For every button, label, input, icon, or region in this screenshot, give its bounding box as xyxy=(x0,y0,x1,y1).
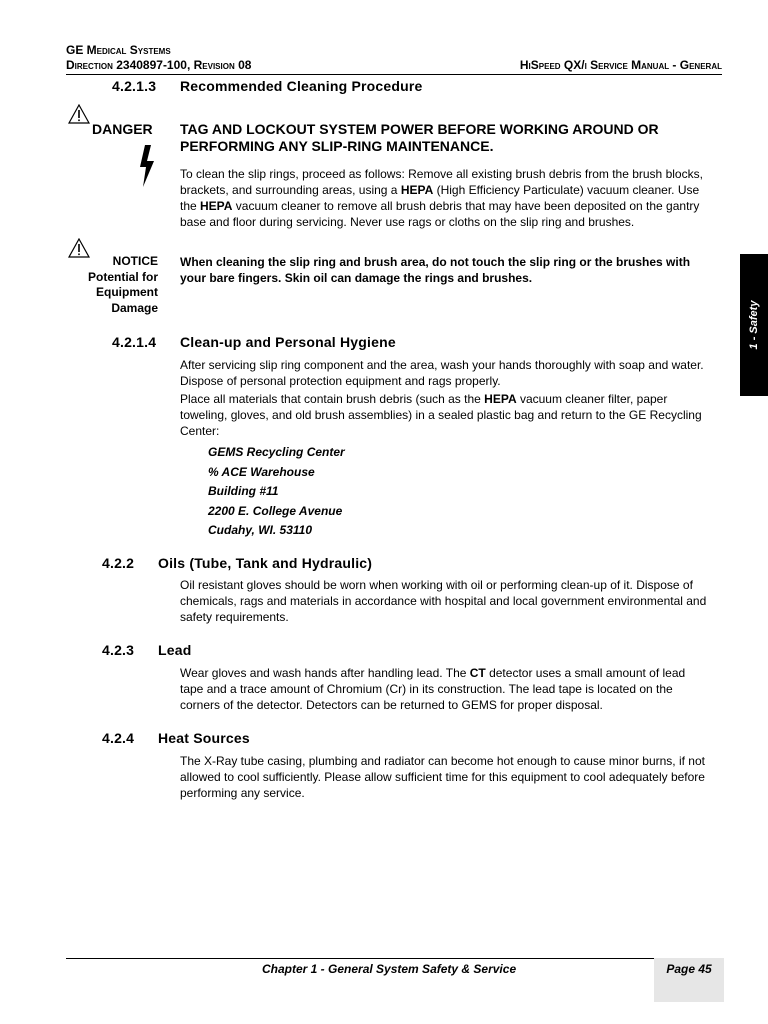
footer-chapter: Chapter 1 - General System Safety & Service xyxy=(262,962,517,976)
oils-line-1: Oil resistant gloves should be worn when working with oil or performing clean-up of it. Dispose of xyxy=(180,578,693,592)
heat-line-1: The X-Ray tube casing, plumbing and radiator can become hot enough to cause minor burns, if not xyxy=(180,754,705,768)
section-title-4213: Recommended Cleaning Procedure xyxy=(180,78,423,94)
address-line-4: 2200 E. College Avenue xyxy=(208,503,343,518)
chapter-side-tab xyxy=(740,254,768,396)
recycling-address xyxy=(208,443,345,541)
hygiene-p2-line-3: Center: xyxy=(180,424,220,438)
oils-paragraph xyxy=(180,577,725,625)
footer-page-number: Page 45 xyxy=(666,962,712,976)
danger-line-3: the HEPA vacuum cleaner to remove all brush debris that may have been deposited on the gantry xyxy=(180,199,700,213)
notice-label xyxy=(60,254,158,316)
manual-title: HiSpeed QX/i Service Manual - General xyxy=(519,58,722,72)
danger-line-4: base and floor during servicing. Never use rags or cloths on the slip ring and brushes. xyxy=(180,215,635,229)
danger-label: DANGER xyxy=(92,121,153,137)
danger-paragraph xyxy=(180,166,725,230)
section-number-422: 4.2.2 xyxy=(102,555,135,571)
address-line-3: Building #11 xyxy=(208,484,279,498)
notice-label-line-4: Damage xyxy=(111,300,158,315)
danger-line-1: To clean the slip rings, proceed as follows: Remove all existing brush debris from the brush blocks, xyxy=(180,167,703,181)
danger-title-line-1: TAG AND LOCKOUT SYSTEM POWER BEFORE WORKING AROUND OR xyxy=(180,121,659,137)
danger-line-2: brackets, and surrounding areas, using a HEPA (High Efficiency Particulate) vacuum cleaner. Use xyxy=(180,183,700,197)
notice-label-line-1: NOTICE xyxy=(112,254,158,268)
notice-line-2: your bare fingers. Skin oil can damage the rings and brushes. xyxy=(180,271,533,285)
hygiene-p1-line-1: After servicing slip ring component and the area, wash your hands thoroughly with soap and water. xyxy=(180,358,704,372)
hygiene-p2-line-2: toweling, gloves, and old brush assemblies) in a sealed plastic bag and return to the GE Recycling xyxy=(180,408,702,422)
section-number-4213: 4.2.1.3 xyxy=(112,78,157,94)
lead-line-3: corners of the detector. Detectors can be returned to GEMS for proper disposal. xyxy=(180,698,603,712)
hygiene-paragraph-1 xyxy=(180,357,725,389)
warning-triangle-icon xyxy=(68,104,90,124)
notice-line-1: When cleaning the slip ring and brush area, do not touch the slip ring or the brushes with xyxy=(180,255,691,269)
lead-paragraph xyxy=(180,665,725,713)
document-direction: Direction 2340897-100, Revision 08 xyxy=(66,58,252,72)
company-name: GE Medical Systems xyxy=(66,43,171,57)
section-title-422: Oils (Tube, Tank and Hydraulic) xyxy=(158,555,373,571)
section-number-424: 4.2.4 xyxy=(102,730,135,746)
lead-line-2: tape and a trace amount of Chromium (Cr) in its construction. The lead tape is located on the xyxy=(180,682,673,696)
notice-label-line-3: Equipment xyxy=(96,285,158,299)
hygiene-paragraph-2 xyxy=(180,391,725,439)
lightning-bolt-icon xyxy=(138,145,158,187)
address-line-5: Cudahy, WI. 53110 xyxy=(208,523,313,537)
section-title-424: Heat Sources xyxy=(158,730,250,746)
heat-line-2: allowed to cool sufficiently. Please allow sufficient time for this equipment to cool adequately before xyxy=(180,770,705,784)
footer-rule xyxy=(66,958,722,959)
section-number-423: 4.2.3 xyxy=(102,642,135,658)
section-title-423: Lead xyxy=(158,642,192,658)
notice-text xyxy=(180,254,725,286)
oils-line-3: safety requirements. xyxy=(180,610,289,624)
heat-paragraph xyxy=(180,753,725,801)
header-rule xyxy=(66,74,722,75)
heat-line-3: performing any service. xyxy=(180,786,305,800)
oils-line-2: chemicals, rags and materials in accordance with hospital and local government environmental and xyxy=(180,594,707,608)
section-title-4214: Clean-up and Personal Hygiene xyxy=(180,334,396,350)
notice-label-line-2: Potential for xyxy=(87,269,158,284)
hygiene-p2-line-1: Place all materials that contain brush debris (such as the HEPA vacuum cleaner filter, paper xyxy=(180,392,668,406)
address-line-1: GEMS Recycling Center xyxy=(208,445,345,459)
address-line-2: % ACE Warehouse xyxy=(208,464,315,479)
danger-title-line-2: PERFORMING ANY SLIP-RING MAINTENANCE. xyxy=(180,138,494,154)
section-number-4214: 4.2.1.4 xyxy=(112,334,157,350)
lead-line-1: Wear gloves and wash hands after handling lead. The CT detector uses a small amount of lead xyxy=(180,666,686,680)
side-tab-label: 1 - Safety xyxy=(748,300,760,350)
hygiene-p1-line-2: Dispose of personal protection equipment and rags properly. xyxy=(180,374,501,388)
